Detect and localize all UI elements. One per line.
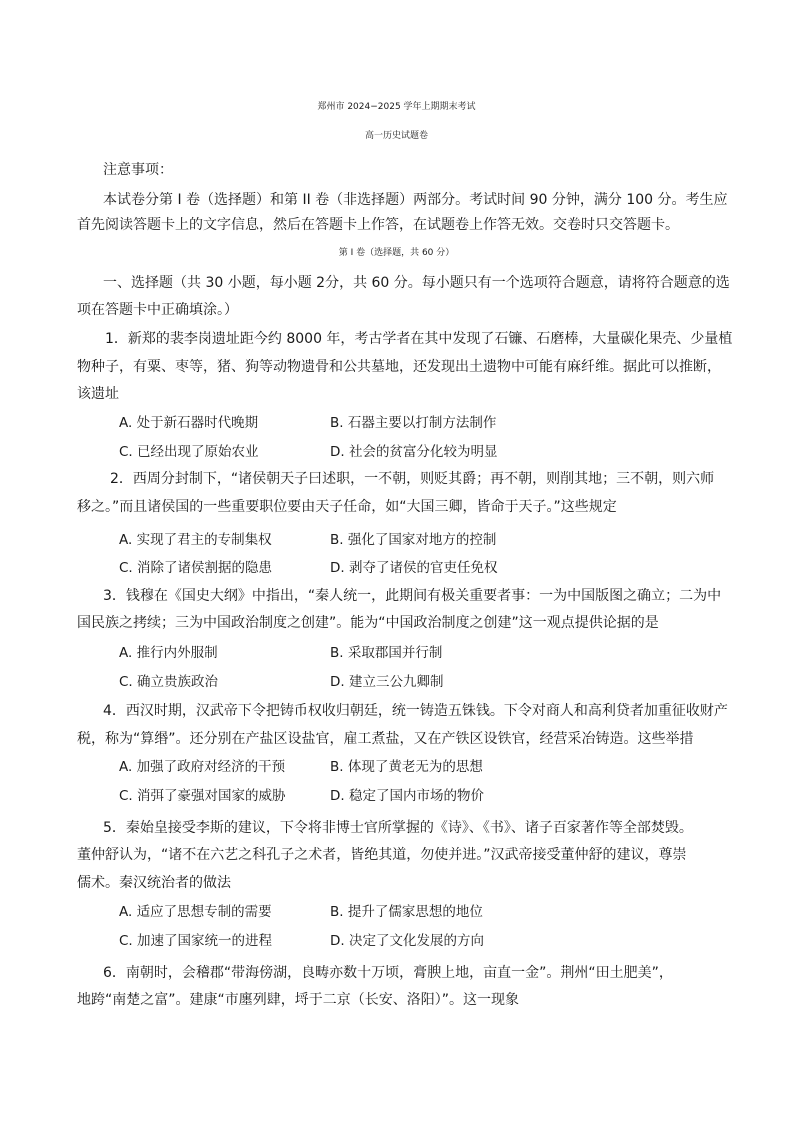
question-text: 1．新郑的裴李岗遗址距今约 8000 年，考古学者在其中发现了石镰、石磨棒，大量碳化果壳、少量植 <box>105 331 733 347</box>
option-c: C. 消除了诸侯割据的隐患 <box>119 560 273 576</box>
option-b: B. 采取郡国并行制 <box>330 645 443 661</box>
question-text: 董仲舒认为，“诸不在六艺之科孔子之术者，皆绝其道，勿使并进。”汉武帝接受董仲舒的建议，尊崇 <box>77 847 687 863</box>
question-text: 地跨“南楚之富”。建康“市廛列肆，埒于二京（长安、洛阳）”。这一现象 <box>77 992 520 1008</box>
exam-subtitle: 高一历史试题卷 <box>364 131 428 141</box>
question-text: 国民族之拷续；三为中国政治制度之创建”。能为“中国政治制度之创建”这一观点提供论据的是 <box>77 615 659 631</box>
question-text: 儒术。秦汉统治者的做法 <box>77 875 231 891</box>
question-text: 该遗址 <box>77 386 119 402</box>
option-b: B. 提升了儒家思想的地位 <box>330 904 483 920</box>
question-text: 移之。”而且诸侯国的一些重要职位要由天子任命，如“大国三卿，皆命于天子。”这些规定 <box>77 499 617 515</box>
option-b: B. 体现了黄老无为的思想 <box>330 759 483 775</box>
option-d: D. 建立三公九卿制 <box>330 674 444 690</box>
option-a: A. 适应了思想专制的需要 <box>119 904 272 920</box>
option-d: D. 决定了文化发展的方向 <box>330 933 484 949</box>
notice-line-2: 首先阅读答题卡上的文字信息，然后在答题卡上作答，在试题卷上作答无效。交卷时只交答题卡。 <box>77 217 679 233</box>
option-c: C. 已经出现了原始农业 <box>119 444 259 460</box>
notice-line-1: 本试卷分第 I 卷（选择题）和第 II 卷（非选择题）两部分。考试时间 90 分钟，满分 100 分。考生应 <box>103 192 728 208</box>
option-c: C. 消弭了豪强对国家的威胁 <box>119 788 286 804</box>
section-intro-line-1: 一、选择题（共 30 小题，每小题 2分，共 60 分。每小题只有一个选项符合题意，请将符合题意的选 <box>103 275 730 291</box>
question-text: 4．西汉时期，汉武帝下令把铸币权收归朝廷，统一铸造五铢钱。下令对商人和高利贷者加重征收财产 <box>103 703 728 719</box>
section-title: 第 I 卷（选择题，共 60 分） <box>338 248 455 258</box>
option-d: D. 剥夺了诸侯的官吏任免权 <box>330 560 498 576</box>
notice-heading: 注意事项： <box>103 162 173 178</box>
question-text: 6．南朝时，会稽郡“带海傍湖，良畴亦数十万顷，膏腴上地，亩直一金”。荆州“田土肥美”， <box>103 965 673 981</box>
option-a: A. 推行内外服制 <box>119 645 218 661</box>
question-text: 税，称为“算缗”。还分别在产盐区设盐官，雇工煮盐，又在产铁区设铁官，经营采冶铸造。这些举措 <box>77 731 694 747</box>
option-b: B. 石器主要以打制方法制作 <box>330 415 497 431</box>
option-a: A. 处于新石器时代晚期 <box>119 415 259 431</box>
option-b: B. 强化了国家对地方的控制 <box>330 532 497 548</box>
exam-title: 郑州市 2024−2025 学年上期期末考试 <box>317 102 476 112</box>
option-a: A. 实现了君主的专制集权 <box>119 532 272 548</box>
question-text: 物种子，有粟、枣等，猪、狗等动物遗骨和公共墓地，还发现出土遗物中可能有麻纤维。据此可以推断， <box>77 359 721 375</box>
option-c: C. 加速了国家统一的进程 <box>119 933 273 949</box>
option-d: D. 社会的贫富分化较为明显 <box>330 444 498 460</box>
option-c: C. 确立贵族政治 <box>119 674 219 690</box>
section-intro-line-2: 项在答题卡中正确填涂。） <box>77 302 238 318</box>
option-a: A. 加强了政府对经济的干预 <box>119 759 286 775</box>
question-text: 3．钱穆在《国史大纲》中指出，“秦人统一，此期间有极关重要者事：一为中国版图之确立；二为中 <box>103 588 722 604</box>
question-text: 5．秦始皇接受李斯的建议，下令将非博士官所掌握的《诗》、《书》、诸子百家著作等全部焚毁。 <box>103 820 693 836</box>
question-text: 2．西周分封制下，“诸侯朝天子曰述职，一不朝，则贬其爵；再不朝，则削其地；三不朝，则六师 <box>110 471 715 487</box>
option-d: D. 稳定了国内市场的物价 <box>330 788 484 804</box>
